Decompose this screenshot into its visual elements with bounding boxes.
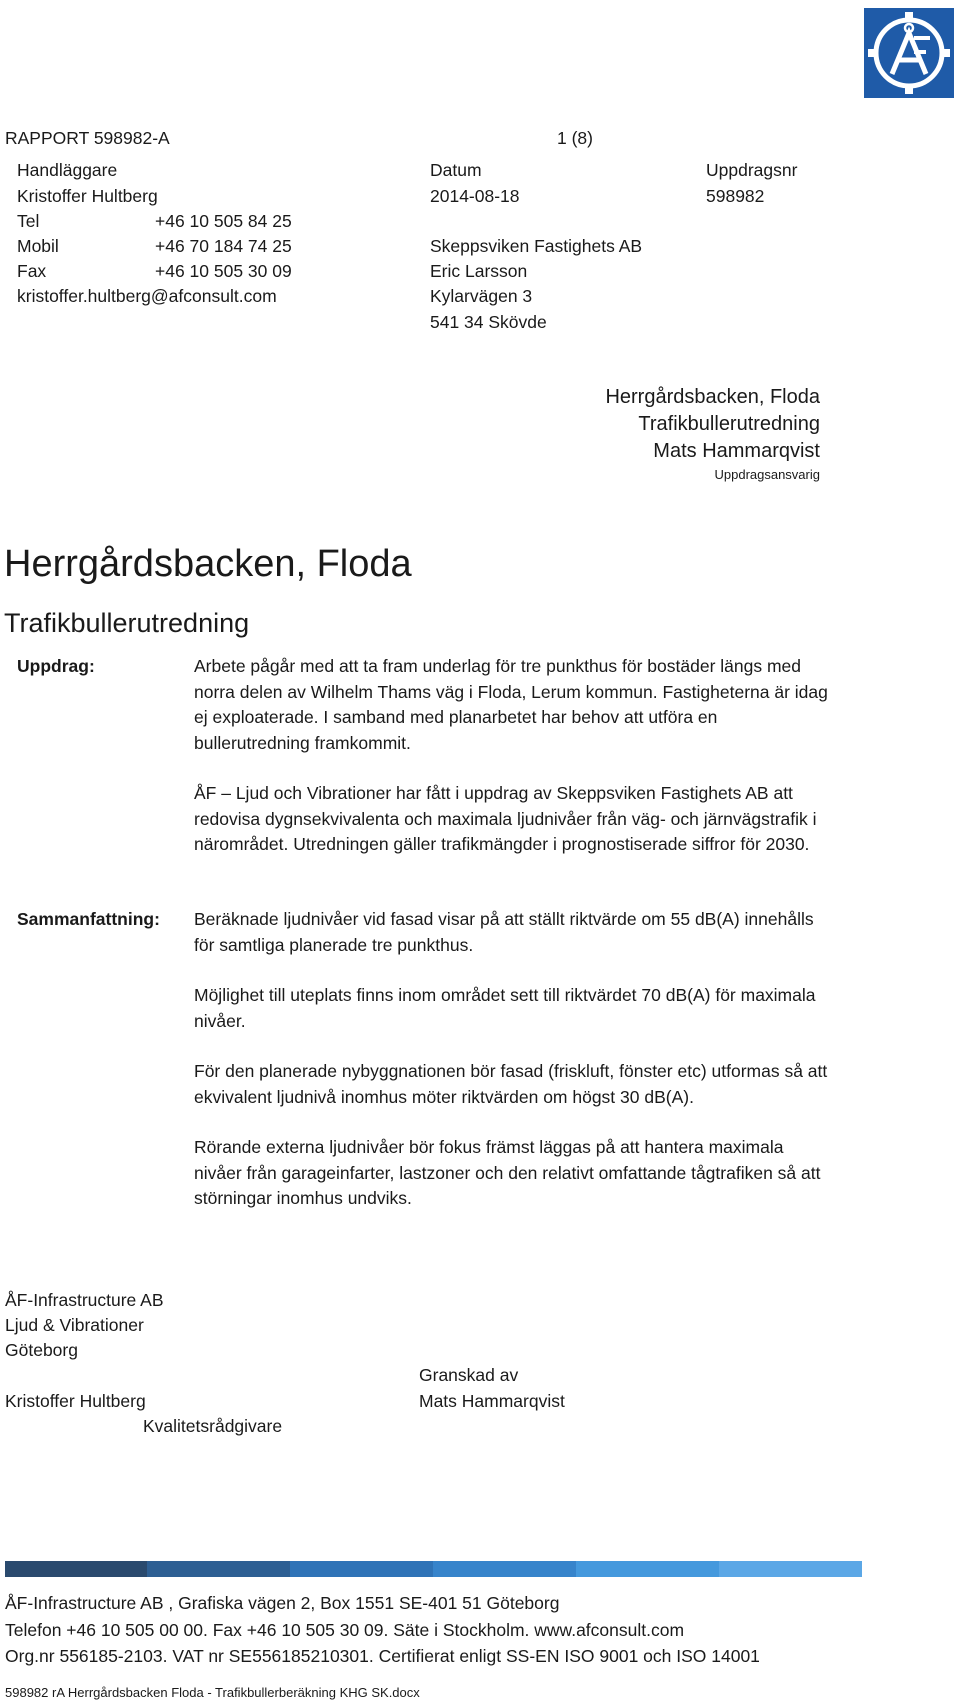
- summary-paragraph-4: Rörande externa ljudnivåer bör fokus främst läggas på att hantera maximala nivåer från garageinfarter, lastzoner och den relativt omfattande tågtrafiken så att störningar inomhus undviks.: [194, 1137, 821, 1208]
- author-role: Kvalitetsrådgivare: [143, 1416, 283, 1436]
- recipient-company: Skeppsviken Fastighets AB: [430, 236, 643, 256]
- assignment-label: Uppdragsnr: [706, 160, 798, 180]
- uppdrag-paragraph-2: ÅF – Ljud och Vibrationer har fått i uppdrag av Skeppsviken Fastighets AB att redovisa dygnsekvivalenta och maximala ljudnivåer från väg- och järnvägstrafik i närområdet. Utredningen gäller trafikmängder i prognostiserade siffror för 2030.: [194, 783, 817, 854]
- page-title: Herrgårdsbacken, Floda: [4, 543, 412, 585]
- report-number: RAPPORT 598982-A: [5, 128, 170, 148]
- summary-text: [194, 907, 834, 1212]
- footer-line-3: Org.nr 556185-2103. VAT nr SE556185210301. Certifierat enligt SS-EN ISO 9001 och ISO 14001: [5, 1646, 760, 1666]
- mobil-label: Mobil: [17, 236, 59, 256]
- handler-label: Handläggare: [17, 160, 118, 180]
- footer-bar-segment: [147, 1561, 290, 1577]
- uppdrag-label: Uppdrag:: [17, 656, 95, 676]
- org-name: ÅF-Infrastructure AB: [5, 1290, 164, 1310]
- assignment-value: 598982: [706, 186, 765, 206]
- reviewer-name: Mats Hammarqvist: [419, 1391, 565, 1411]
- uppdrag-text: [194, 654, 834, 858]
- footer-bar-segment: [5, 1561, 147, 1577]
- handler-name: Kristoffer Hultberg: [17, 186, 158, 206]
- project-block: [520, 384, 820, 485]
- date-label: Datum: [430, 160, 482, 180]
- mobil-value: +46 70 184 74 25: [155, 236, 292, 256]
- fax-label: Fax: [17, 261, 47, 281]
- date-value: 2014-08-18: [430, 186, 520, 206]
- footer-line-1: ÅF-Infrastructure AB , Grafiska vägen 2, Box 1551 SE-401 51 Göteborg: [5, 1593, 560, 1613]
- tel-value: +46 10 505 84 25: [155, 211, 292, 231]
- summary-label: Sammanfattning:: [17, 909, 160, 929]
- email: kristoffer.hultberg@afconsult.com: [17, 286, 277, 306]
- footer-file-name: 598982 rA Herrgårdsbacken Floda - Trafikbullerberäkning KHG SK.docx: [5, 1685, 420, 1700]
- summary-paragraph-1: Beräknade ljudnivåer vid fasad visar på att ställt riktvärde om 55 dB(A) innehålls för samtliga planerade tre punkthus.: [194, 909, 814, 955]
- org-city: Göteborg: [5, 1340, 78, 1360]
- page-subtitle: Trafikbullerutredning: [4, 608, 250, 638]
- recipient-name: Eric Larsson: [430, 261, 528, 281]
- recipient-street: Kylarvägen 3: [430, 286, 533, 306]
- recipient-city: 541 34 Skövde: [430, 312, 547, 332]
- project-line-3: Mats Hammarqvist: [653, 440, 820, 462]
- footer-bar-segment: [290, 1561, 433, 1577]
- footer-bar-segment: [719, 1561, 862, 1577]
- org-department: Ljud & Vibrationer: [5, 1315, 144, 1335]
- author-name: Kristoffer Hultberg: [5, 1391, 146, 1411]
- project-line-1: Herrgårdsbacken, Floda: [605, 386, 820, 408]
- tel-label: Tel: [17, 211, 40, 231]
- reviewed-label: Granskad av: [419, 1365, 519, 1385]
- project-line-2: Trafikbullerutredning: [638, 413, 820, 435]
- fax-value: +46 10 505 30 09: [155, 261, 292, 281]
- project-line-4: Uppdragsansvarig: [714, 467, 820, 482]
- footer-bar-segment: [576, 1561, 719, 1577]
- af-logo: [864, 8, 954, 98]
- page-number: 1 (8): [557, 128, 593, 148]
- footer-bar-segment: [433, 1561, 576, 1577]
- footer-line-2: Telefon +46 10 505 00 00. Fax +46 10 505 30 09. Säte i Stockholm. www.afconsult.com: [5, 1620, 685, 1640]
- uppdrag-paragraph-1: Arbete pågår med att ta fram underlag för tre punkthus för bostäder längs med norra delen av Wilhelm Thams väg i Floda, Lerum kommun. Fastigheterna är idag ej exploaterade. I samband med planarbetet har behov att utföra en bullerutredning framkommit.: [194, 656, 828, 753]
- summary-paragraph-3: För den planerade nybyggnationen bör fasad (friskluft, fönster etc) utformas så att ekvivalent ljudnivå inomhus möter riktvärden om högst 30 dB(A).: [194, 1061, 828, 1107]
- summary-paragraph-2: Möjlighet till uteplats finns inom området sett till riktvärdet 70 dB(A) för maximala nivåer.: [194, 985, 816, 1031]
